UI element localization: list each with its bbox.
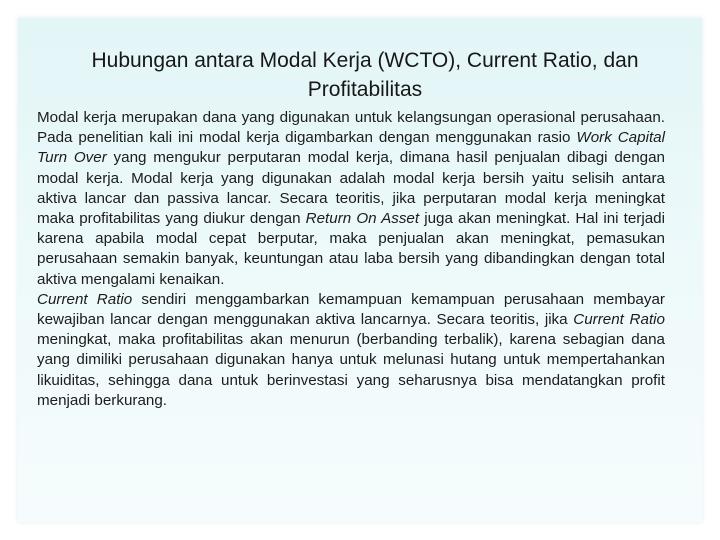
- paragraph-1-term-roa: Return On Asset: [305, 210, 420, 228]
- slide-body: [37, 108, 665, 411]
- paragraph-1-text-b: yang mengukur perputaran modal kerja, dimana hasil penjualan dibagi dengan modal kerja. Modal kerja yang digunakan adalah modal kerja bersih yaitu selisih antara aktiva lancar dan passiva lancar. Secara teoritis, jika perputaran modal kerja meningkat maka profitabilitas yang diukur dengan: [37, 149, 665, 228]
- paragraph-working-capital: [37, 108, 665, 290]
- paragraph-2-term-current-ratio: Current Ratio: [37, 290, 133, 308]
- slide-title: [40, 46, 690, 104]
- paragraph-2-term-current-ratio-2: Current Ratio: [573, 311, 665, 329]
- slide-title-line-1: Hubungan antara Modal Kerja (WCTO), Current Ratio, dan: [91, 49, 639, 72]
- paragraph-2-text-b: meningkat, maka profitabilitas akan menurun (berbanding terbalik), karena sebagian dana yang dimiliki perusahaan digunakan hanya untuk melunasi hutang untuk mempertahankan likuiditas, sehingga dana untuk berinvestasi yang seharusnya bisa mendatangkan profit menjadi berkurang.: [37, 331, 665, 409]
- paragraph-1-text-a: Modal kerja merupakan dana yang digunakan untuk kelangsungan operasional perusahaan. Pada penelitian kali ini modal kerja digambarkan dengan menggunakan rasio: [37, 109, 665, 147]
- paragraph-1-term-wcto: Work Capital Turn Over: [37, 129, 665, 167]
- paragraph-current-ratio: [37, 290, 665, 411]
- paragraph-2-text-a: sendiri menggambarkan kemampuan kemampuan perusahaan membayar kewajiban lancar dengan menggunakan aktiva lancarnya. Secara teoritis, jika: [37, 290, 665, 329]
- paragraph-1-text-c: juga akan meningkat. Hal ini terjadi karena apabila modal cepat berputar, maka penjualan akan meningkat, pemasukan perusahaan semakin banyak, keuntungan atau laba bersih yang dibandingkan dengan total aktiva mengalami kenaikan.: [37, 210, 665, 288]
- slide-title-line-2: Profitabilitas: [307, 78, 423, 101]
